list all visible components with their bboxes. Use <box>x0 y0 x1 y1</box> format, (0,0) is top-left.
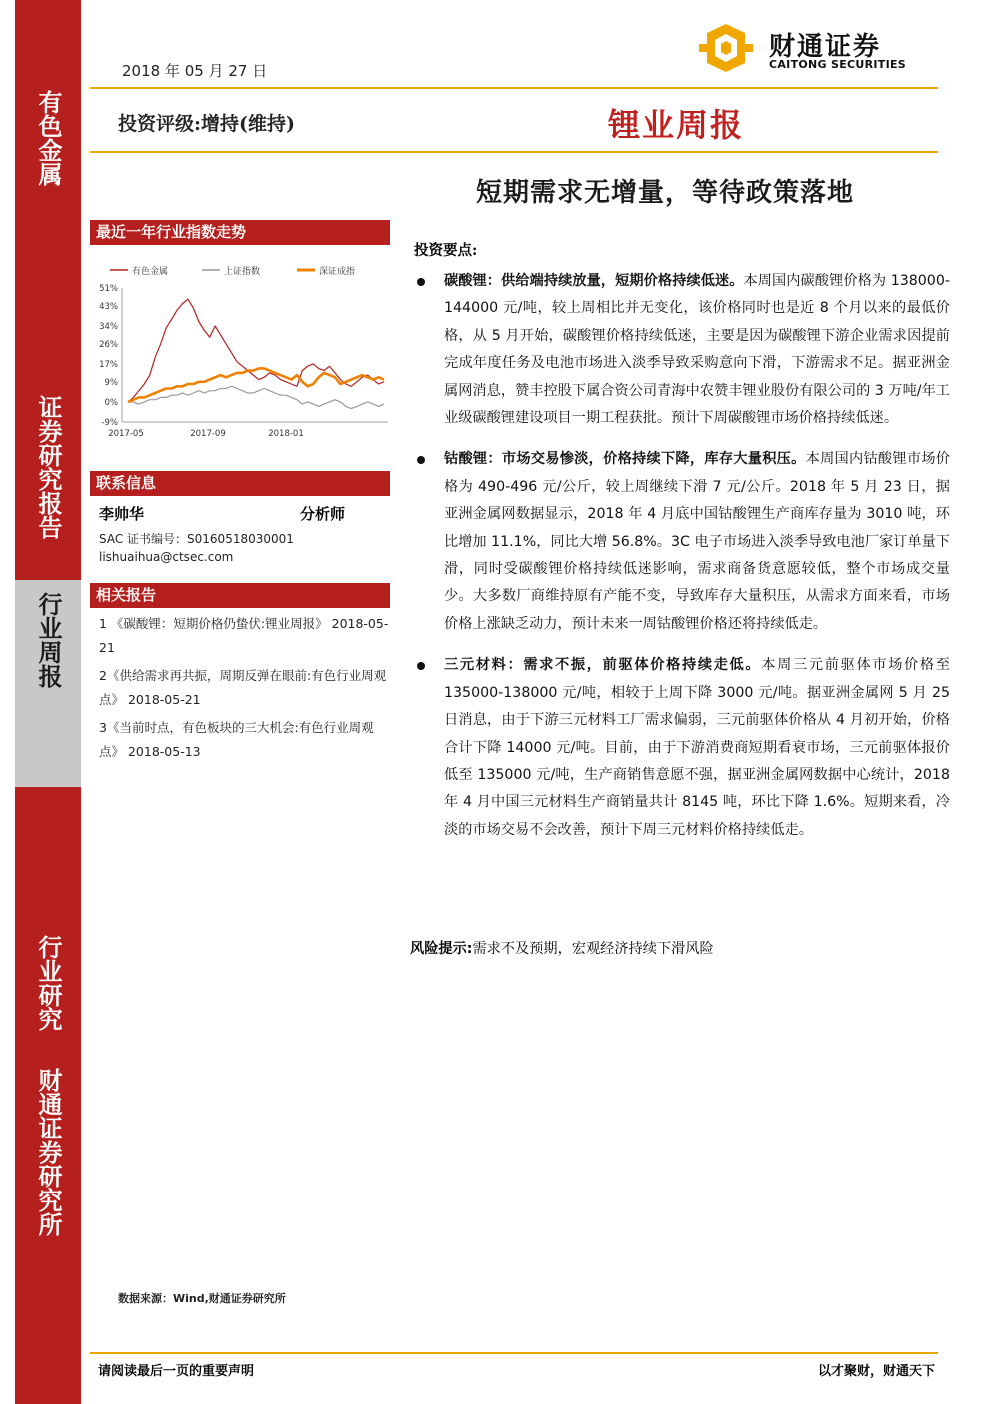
footer-divider <box>90 1352 938 1354</box>
key-point-lead: 钴酸锂：市场交易惨淡，价格持续下降，库存大量积压。 <box>444 451 806 468</box>
bullet-dot-icon <box>417 456 425 464</box>
bullet-dot-icon <box>417 662 425 670</box>
brand-logo <box>695 22 935 74</box>
industry-index-chart-svg <box>90 258 390 448</box>
sidebar-highlight-block <box>15 580 81 787</box>
key-point-body: 本周国内碳酸锂价格为 138000-144000 元/吨，较上周相比并无变化，该价格同时也是近 8 个月以来的最低价格，从 5 月开始，碳酸锂价格持续低迷，主要是因为碳酸锂下游企业需求因提前完成年度任务及电池市场进入淡季导致采购意向下滑，下游需求不足。据亚洲金属网消息，赞丰控股下属合资公司青海中农赞丰锂业股份有限公司的 3 万吨/年工业级碳酸锂建设项目一期工程获批。预计下周碳酸锂市场价格持续低迷。 <box>444 273 950 427</box>
sidebar-industry-label: 有色金属 <box>34 90 63 186</box>
key-point-lithium-carbonate <box>414 268 950 432</box>
risk-label: 风险提示: <box>410 941 473 957</box>
bullet-dot-icon <box>417 278 425 286</box>
risk-text: 需求不及预期，宏观经济持续下滑风险 <box>472 941 714 957</box>
y-tick-label: 26% <box>99 339 118 350</box>
related-report-item[interactable]: 1 《碳酸锂：短期价格仍蛰伏:锂业周报》 2018-05-21 <box>99 616 389 655</box>
x-tick-label: 2017-05 <box>108 429 144 439</box>
analyst-name: 李帅华 <box>99 505 145 523</box>
legend-label: 有色金属 <box>132 267 169 277</box>
series-line-0 <box>128 299 384 402</box>
y-tick-label: -9% <box>101 418 118 428</box>
x-tick-label: 2018-01 <box>268 429 304 439</box>
y-tick-label: 34% <box>99 321 118 332</box>
report-date: 2018 年 05 月 27 日 <box>122 62 268 80</box>
brand-name-en: CAITONG SECURITIES <box>769 58 907 71</box>
analyst-role: 分析师 <box>300 505 346 523</box>
key-point-lead: 碳酸锂：供给端持续放量，短期价格持续低迷。 <box>444 273 744 289</box>
report-series-title: 锂业周报 <box>608 106 745 144</box>
title-divider <box>90 151 938 153</box>
related-reports-heading: 相关报告 <box>90 583 390 608</box>
company-slogan: 以才聚财，财通天下 <box>817 1364 935 1379</box>
sidebar-weekly-label: 行业周报 <box>34 592 63 688</box>
key-point-body: 本周国内钴酸锂市场价格为 490-496 元/公斤，较上周继续下滑 7 元/公斤。2018 年 5 月 23 日，据亚洲金属网数据显示，2018 年 4 月底中国钴酸锂生产商库存量为 3010 吨，环比增加 11.1%，同比大增 56.8%。3C 电子市场进入淡季导致电池厂家订单量下滑，同时受碳酸锂价格持续低迷影响，需求商备货意愿较低，整个市场成交量少。大多数厂商维持原有产能不变，导致库存大量积压，从需求方面来看，市场价格上涨缺乏动力，预计未来一周钴酸锂价格还将持续低走。 <box>444 451 950 632</box>
sidebar-research-label: 行业研究 <box>34 935 63 1031</box>
analyst-email[interactable]: lishuaihua@ctsec.com <box>99 550 234 564</box>
header-divider <box>90 87 938 89</box>
x-tick-label: 2017-09 <box>190 429 226 439</box>
key-point-lithium-cobalt-oxide <box>414 446 950 638</box>
industry-index-chart <box>90 258 390 448</box>
brand-name-cn: 财通证券 <box>769 32 882 62</box>
disclaimer-notice: 请阅读最后一页的重要声明 <box>98 1364 255 1379</box>
key-points-list <box>414 268 950 858</box>
related-report-item[interactable]: 3《当前时点，有色板块的三大机会:有色行业周观点》 2018-05-13 <box>99 720 374 759</box>
key-point-lead: 三元材料：需求不振，前驱体价格持续走低。 <box>444 657 762 674</box>
y-tick-label: 9% <box>104 377 118 388</box>
data-source-note: 数据来源：Wind,财通证券研究所 <box>118 1292 286 1305</box>
key-point-ternary-materials <box>414 652 950 844</box>
related-report-item[interactable]: 2《供给需求再共振，周期反弹在眼前:有色行业周观点》 2018-05-21 <box>99 668 387 707</box>
report-title: 短期需求无增量，等待政策落地 <box>476 178 855 208</box>
chart-section-heading: 最近一年行业指数走势 <box>90 220 390 245</box>
y-tick-label: 0% <box>104 397 118 408</box>
sidebar-report-type-label: 证券研究报告 <box>34 395 63 539</box>
y-tick-label: 51% <box>99 284 118 294</box>
sidebar-institute-label: 财通证券研究所 <box>34 1068 63 1236</box>
y-tick-label: 17% <box>99 359 118 370</box>
sac-certificate: SAC 证书编号：S0160518030001 <box>99 532 294 546</box>
caitong-logo-icon <box>695 22 757 74</box>
left-sidebar <box>15 0 81 1404</box>
related-reports-list <box>99 612 391 768</box>
key-point-body: 本周三元前驱体市场价格至 135000-138000 元/吨，相较于上周下降 3000 元/吨。据亚洲金属网 5 月 25 日消息，由于下游三元材料工厂需求偏弱，三元前驱体价格从 4 月初开始，价格合计下降 14000 元/吨。目前，由于下游消费商短期看衰市场，三元前驱体报价低至 135000 元/吨，生产商销售意愿不强，据亚洲金属网数据中心统计，2018 年 4 月中国三元材料生产商销量共计 8145 吨，环比下降 1.6%。短期来看，冷淡的市场交易不会改善，预计下周三元材料价格持续低走。 <box>444 657 950 838</box>
investment-rating: 投资评级:增持(维持) <box>118 113 295 135</box>
y-tick-label: 43% <box>99 301 118 312</box>
risk-warning <box>410 938 950 960</box>
key-points-title: 投资要点: <box>414 242 478 259</box>
contact-section-heading: 联系信息 <box>90 471 390 496</box>
legend-label: 深证成指 <box>319 267 356 277</box>
legend-label: 上证指数 <box>224 267 261 277</box>
